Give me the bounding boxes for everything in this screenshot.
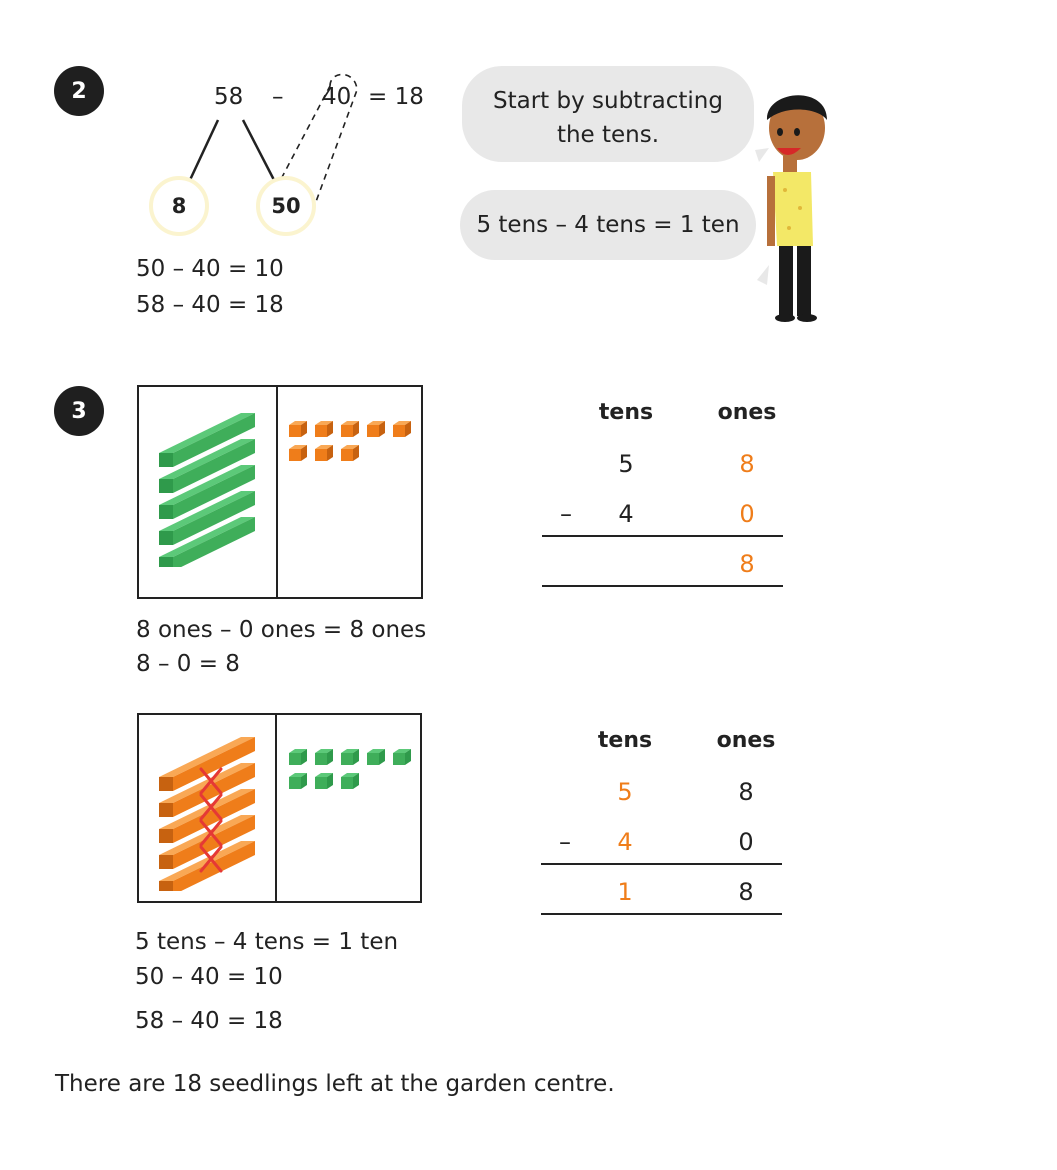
table2-r2-ones: 0 [738, 828, 754, 856]
table2-rule-top [541, 863, 782, 865]
partition-tens-circle: 50 [256, 176, 316, 236]
place-value-divider [276, 387, 278, 597]
speech-bubble-tens: 5 tens – 4 tens = 1 ten [460, 190, 756, 260]
table1-r2-ones: 0 [739, 500, 755, 528]
tens-working-line-1: 5 tens – 4 tens = 1 ten [135, 929, 399, 955]
table2-r2-tens: 4 [617, 828, 633, 856]
table2-header-tens: tens [597, 728, 653, 753]
table1-rule-top [542, 535, 783, 537]
table2-result-tens: 1 [617, 878, 633, 906]
partition-diagram [0, 0, 460, 240]
table2-r1-ones: 8 [738, 778, 754, 806]
table1-minus: – [560, 500, 572, 528]
table2-rule-bottom [541, 913, 782, 915]
ones-working-line-1: 8 ones – 0 ones = 8 ones [136, 617, 427, 643]
table1-r2-tens: 4 [618, 500, 634, 528]
equation-subtrahend: 40 [322, 84, 352, 110]
table1-header-tens: tens [598, 400, 654, 425]
table1-result-ones: 8 [739, 550, 755, 578]
table1-header-ones: ones [717, 400, 777, 425]
equation-result: = 18 [368, 84, 424, 110]
table2-r1-tens: 5 [617, 778, 633, 806]
table1-rule-bottom [542, 585, 783, 587]
question-number-badge-2: 2 [54, 66, 104, 116]
working-line-2: 58 – 40 = 18 [136, 292, 284, 318]
base-ten-model-1 [137, 385, 423, 599]
working-line-1: 50 – 40 = 10 [136, 256, 284, 282]
ones-working-line-2: 8 – 0 = 8 [136, 651, 240, 677]
base-ten-model-2 [137, 713, 422, 903]
table2-result-ones: 8 [738, 878, 754, 906]
equation-minus: – [272, 84, 284, 110]
tens-rods-orange-crossed [155, 721, 265, 891]
tens-rods-green [155, 397, 265, 567]
equation-minuend: 58 [214, 84, 244, 110]
conclusion-sentence: There are 18 seedlings left at the garden centre. [55, 1071, 615, 1097]
speech-bubble-hint: Start by subtracting the tens. [462, 66, 754, 162]
tens-working-line-2: 50 – 40 = 10 [135, 964, 283, 990]
table1-r1-ones: 8 [739, 450, 755, 478]
ones-cubes-green [289, 749, 419, 799]
table2-header-ones: ones [716, 728, 776, 753]
tens-working-line-3: 58 – 40 = 18 [135, 1008, 283, 1034]
question-number-badge-3: 3 [54, 386, 104, 436]
character-illustration [745, 90, 845, 330]
table2-minus: – [559, 828, 571, 856]
partition-ones-circle: 8 [149, 176, 209, 236]
ones-cubes-orange [289, 421, 419, 471]
place-value-divider [275, 715, 277, 901]
table1-r1-tens: 5 [618, 450, 634, 478]
